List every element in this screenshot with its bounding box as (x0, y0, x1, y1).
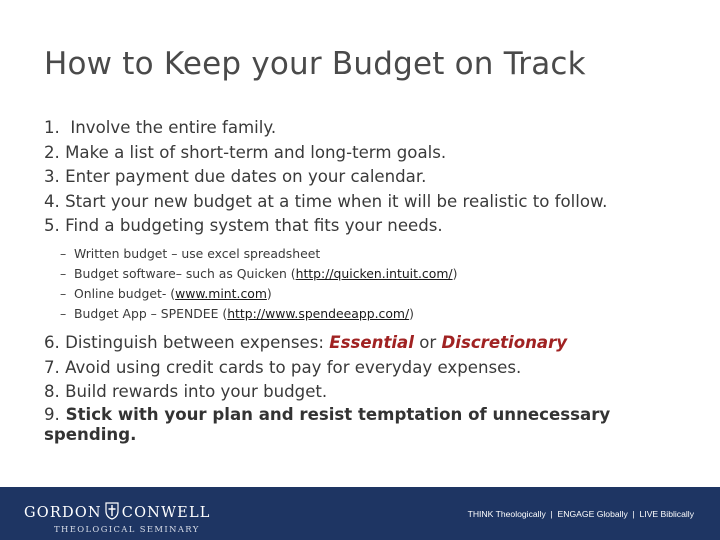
dash-bullet: – (60, 265, 67, 281)
logo-wordmark (24, 502, 214, 521)
sublist-text-after: ) (266, 285, 272, 301)
footer-band (0, 487, 720, 540)
spendee-link[interactable]: http://www.spendeeapp.com/ (227, 305, 410, 321)
list-item (44, 356, 704, 381)
item-number: 1. (44, 118, 60, 137)
item-text: Make a list of short-term and long-term goals. (59, 142, 447, 162)
dash-bullet: – (60, 305, 67, 321)
slide-title: How to Keep your Budget on Track (44, 46, 586, 82)
cross-shield-icon (104, 502, 120, 520)
list-item (44, 331, 704, 356)
item-number: 4. (44, 191, 60, 211)
item-text: Start your new budget at a time when it will be realistic to follow. (59, 191, 608, 211)
item-number: 3. (44, 167, 60, 187)
list-item (44, 116, 704, 141)
item-text: Avoid using credit cards to pay for everyday expenses. (59, 357, 522, 377)
dash-bullet: – (60, 285, 67, 301)
sublist-item (60, 264, 704, 284)
logo-word-right: CONWELL (121, 505, 211, 521)
item-number: 6. (44, 332, 60, 352)
item-text: Enter payment due dates on your calendar. (59, 167, 427, 187)
discretionary-highlight: Discretionary (441, 332, 568, 352)
item-text: Involve the entire family. (59, 118, 277, 137)
logo-word-left: GORDON (24, 505, 102, 521)
logo-subtitle: THEOLOGICAL SEMINARY (54, 524, 200, 534)
item-text: Build rewards into your budget. (59, 382, 328, 402)
sublist-text-after: ) (409, 305, 415, 321)
item-text: Stick with your plan and resist temptation of unnecessary spending. (44, 404, 611, 444)
item-text: Find a budgeting system that fits your needs. (59, 216, 443, 236)
mint-link[interactable]: www.mint.com (175, 285, 267, 301)
seminary-logo (24, 496, 214, 536)
budget-tips-list (44, 116, 704, 445)
list-item (44, 405, 644, 445)
quicken-link[interactable]: http://quicken.intuit.com/ (295, 265, 453, 281)
essential-highlight: Essential (329, 332, 414, 352)
sublist-text: Budget App – SPENDEE ( (74, 305, 228, 321)
item-text: Distinguish between expenses: (59, 332, 330, 352)
list-item (44, 190, 704, 215)
footer-tagline: THINK Theologically | ENGAGE Globally | LIVE Biblically (467, 509, 694, 519)
item-number: 7. (44, 357, 60, 377)
item-number: 8. (44, 382, 60, 402)
item-text-or: or (413, 332, 442, 352)
sublist-item (60, 304, 704, 324)
sublist-text: Budget software– such as Quicken ( (74, 265, 296, 281)
sublist-text: Online budget- ( (74, 285, 176, 301)
dash-bullet: – (60, 245, 67, 261)
list-item (44, 141, 704, 166)
list-item (44, 380, 704, 405)
sublist-text: Written budget – use excel spreadsheet (74, 245, 321, 261)
sublist-text-after: ) (452, 265, 458, 281)
list-item (44, 165, 704, 190)
list-item (44, 214, 704, 239)
item-number: 9. (44, 404, 60, 424)
sublist-item (60, 244, 704, 264)
item-number: 2. (44, 142, 60, 162)
sublist-item (60, 284, 704, 304)
budgeting-systems-sublist (60, 244, 704, 324)
item-number: 5. (44, 216, 60, 236)
